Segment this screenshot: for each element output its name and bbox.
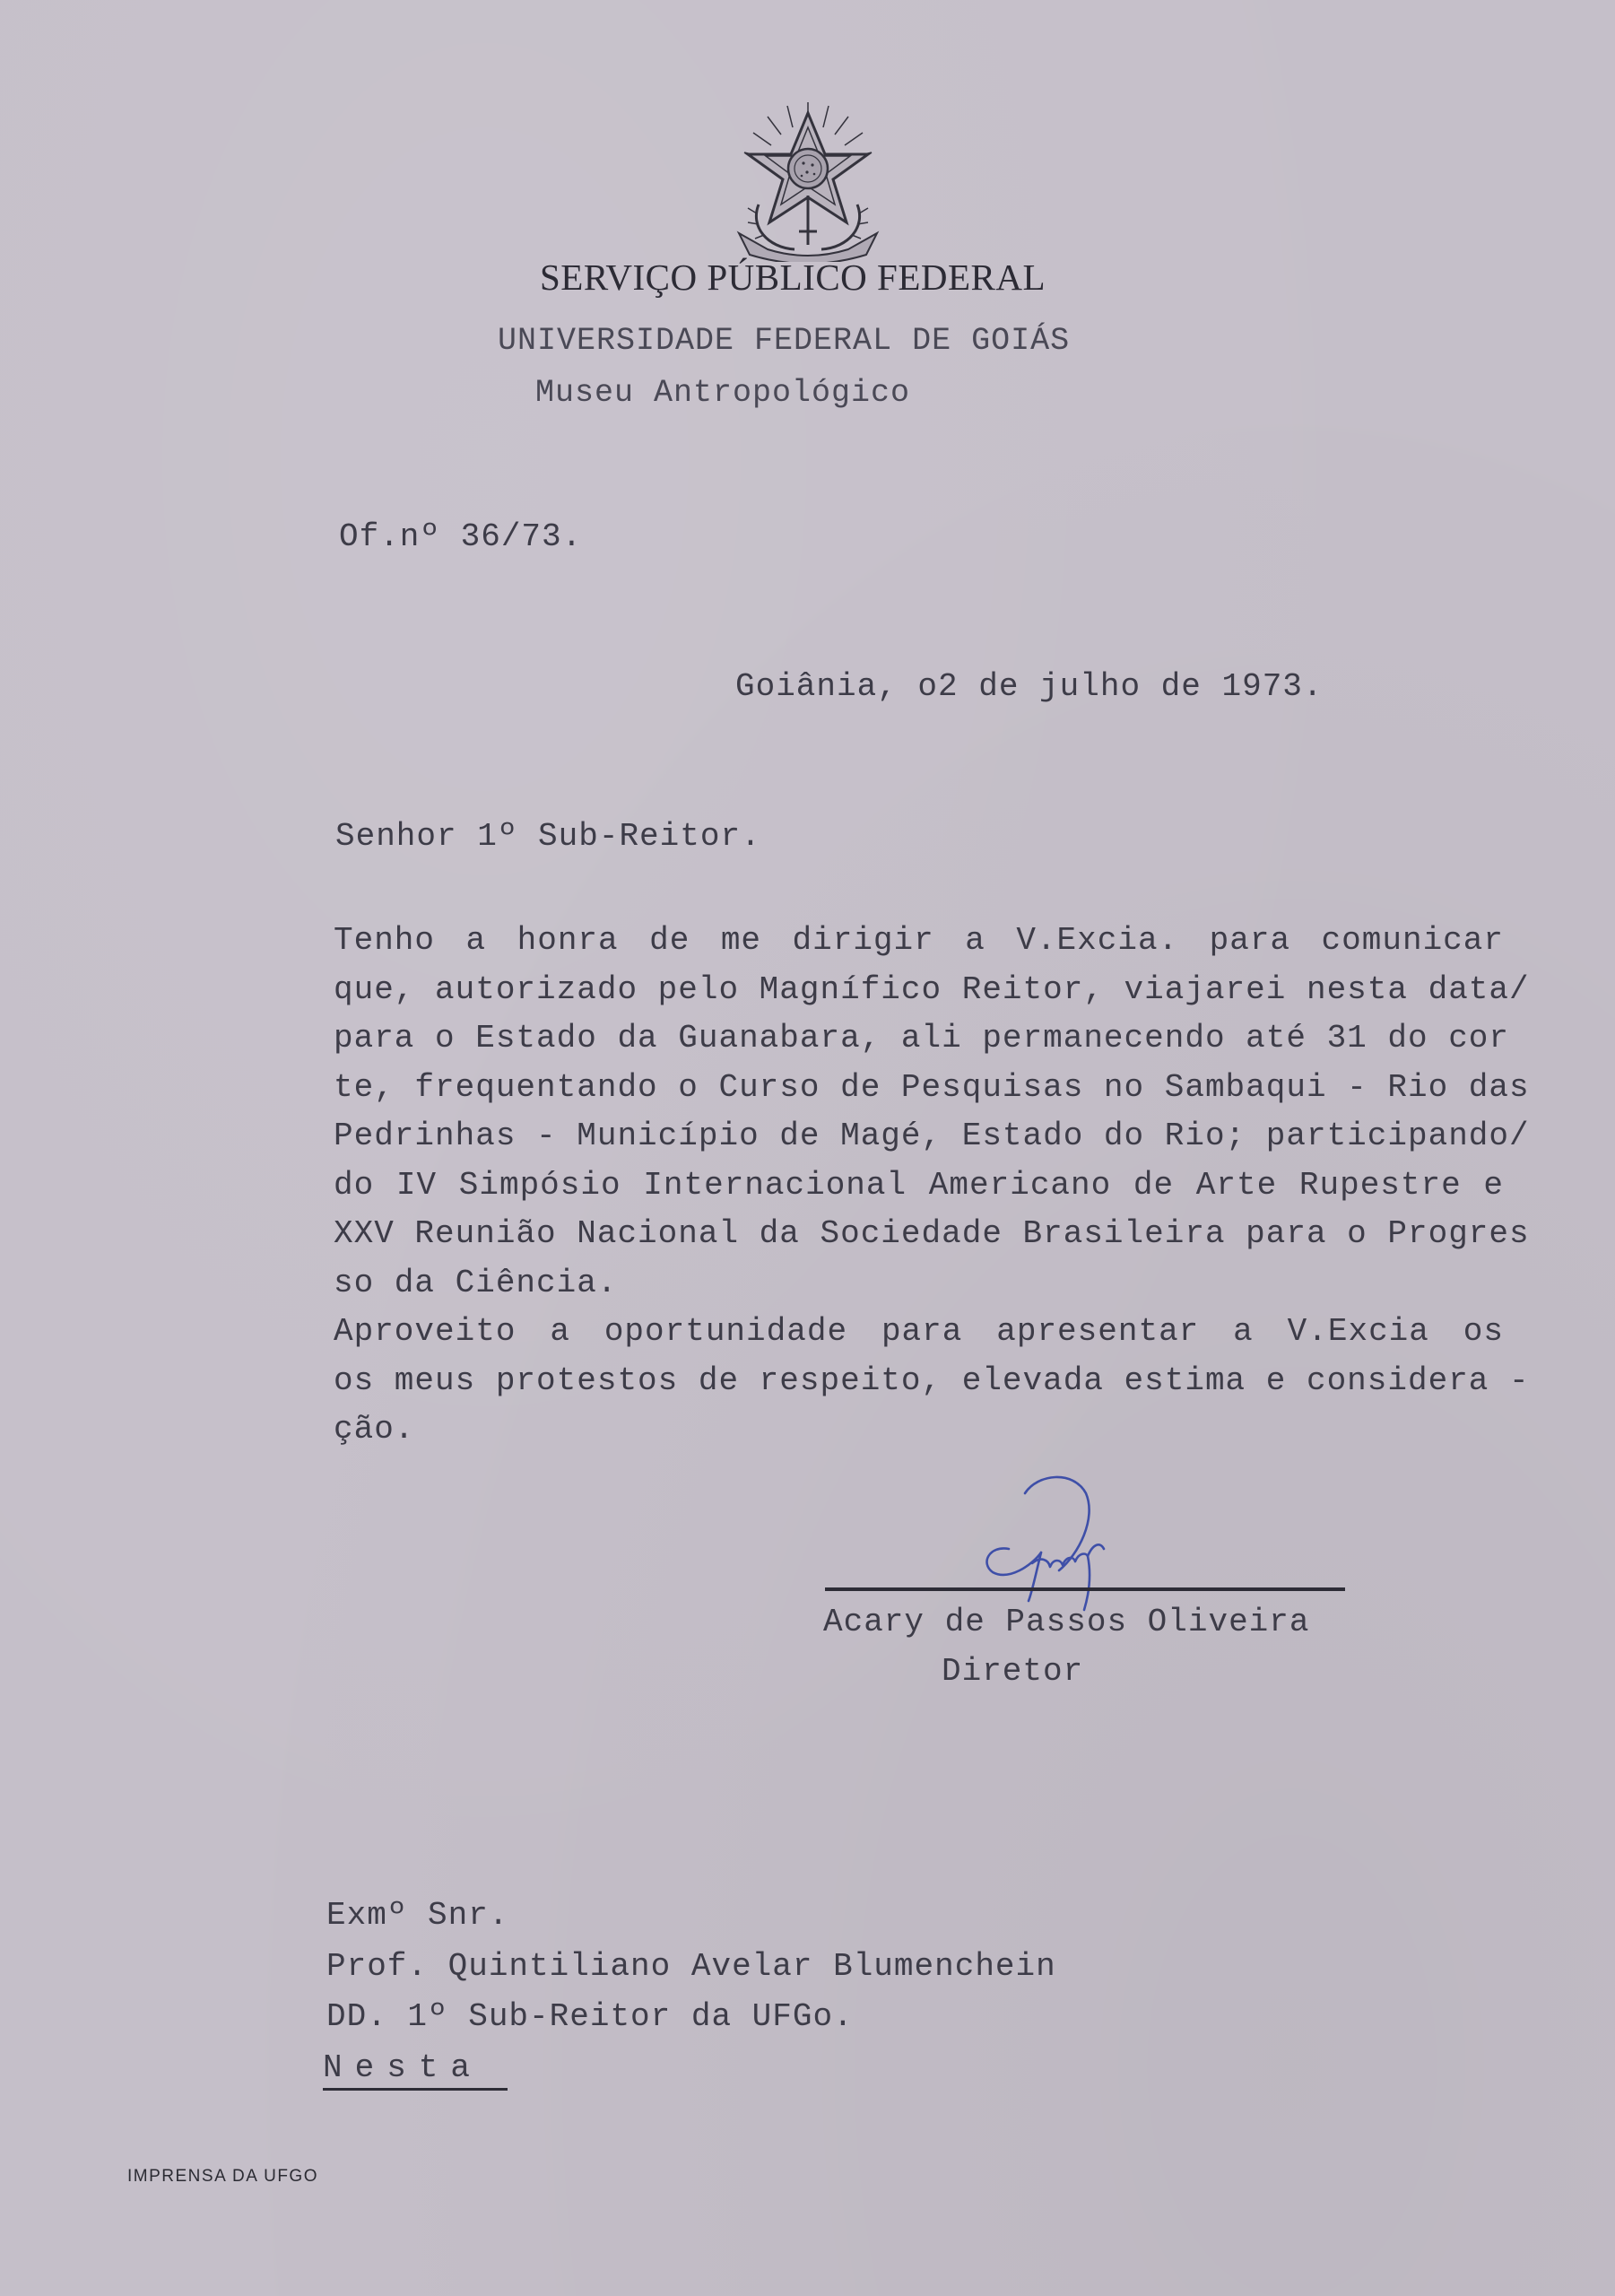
letterhead-museum-name: Museu Antropológico — [535, 375, 911, 411]
signer-title: Diretor — [942, 1653, 1084, 1690]
letterhead-university-name: UNIVERSIDADE FEDERAL DE GOIÁS — [498, 323, 1071, 359]
addressee-position: DD. 1º Sub-Reitor da UFGo. — [326, 1998, 854, 2035]
addressee-location: Nesta — [323, 2049, 483, 2086]
addressee-location-underline — [323, 2088, 508, 2091]
brazil-coat-of-arms-icon — [732, 97, 884, 262]
addressee-name: Prof. Quintiliano Avelar Blumenchein — [326, 1948, 1056, 1985]
letter-body-line: so da Ciência. — [334, 1264, 618, 1301]
letter-body-line: para o Estado da Guanabara, ali permanecendo até 31 do cor — [334, 1020, 1510, 1057]
handwritten-signature-icon — [973, 1466, 1152, 1614]
addressee-salutation: Exmº Snr. — [326, 1897, 509, 1934]
letter-body-line: do IV Simpósio Internacional Americano de Arte Rupestre e — [334, 1166, 1504, 1204]
letter-body-line: te, frequentando o Curso de Pesquisas no Sambaqui - Rio das — [334, 1068, 1530, 1106]
letter-body-line: os meus protestos de respeito, elevada estima e considera - — [334, 1361, 1530, 1399]
letter-greeting: Senhor 1º Sub-Reitor. — [335, 818, 761, 855]
printer-imprint: IMPRENSA DA UFGO — [127, 2167, 318, 2186]
letter-body-line: XXV Reunião Nacional da Sociedade Brasileira para o Progres — [334, 1215, 1530, 1252]
signature-line — [825, 1587, 1345, 1591]
letterhead-service-title: SERVIÇO PÚBLICO FEDERAL — [540, 257, 1046, 298]
letter-body-line: Pedrinhas - Município de Magé, Estado do Rio; participando/ — [334, 1118, 1530, 1154]
letter-reference-number: Of.nº 36/73. — [339, 518, 583, 555]
letter-body-line: Tenho a honra de me dirigir a V.Excia. para comunicar — [334, 922, 1504, 959]
letter-body-line: ção. — [334, 1411, 415, 1448]
letter-body-line: que, autorizado pelo Magnífico Reitor, viajarei nesta data/ — [334, 970, 1530, 1008]
signer-name: Acary de Passos Oliveira — [823, 1604, 1310, 1640]
letter-body-line: Aproveito a oportunidade para apresentar a V.Excia os — [334, 1313, 1504, 1350]
letter-date: Goiânia, o2 de julho de 1973. — [735, 668, 1324, 705]
